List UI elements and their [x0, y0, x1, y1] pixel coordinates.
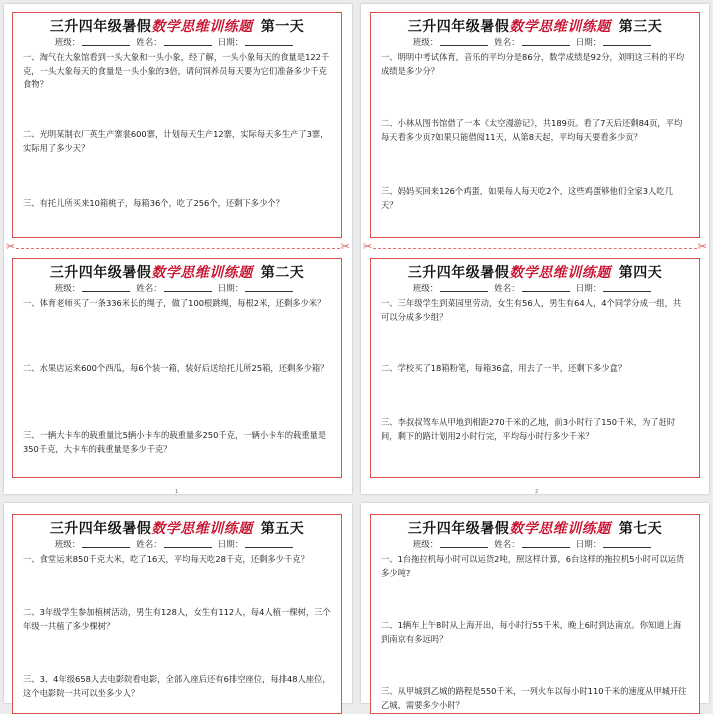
question-2: 二、光明某制衣厂英生产寨裳600寨，计划每天生产12寨，实际每天多生产了3寨，实际用了多少天？ [23, 129, 329, 153]
student-info-row: 班级： 姓名： 日期： [13, 282, 341, 294]
student-info-row: 班级： 姓名： 日期： [371, 538, 699, 550]
question-1: 一、1台拖拉机每小时可以运货2吨，照这样计算，6台这样的拖拉机5小时可以运货多少吨? [381, 554, 685, 578]
question-3: 三、从甲城到乙城的路程是550千米，一列火车以每小时110千米的速度从甲城开往乙城，需要多少小时？ [381, 686, 687, 710]
name-blank [522, 539, 570, 548]
class-blank [82, 539, 130, 548]
question-3: 三、李叔叔驾车从甲地到相距270千米的乙地，前3小时行了150千米，为了赶时间，剩下的路计划用2小时行完，平均每小时行多少千米？ [381, 417, 676, 441]
page-number: 1 [175, 489, 179, 495]
worksheet-title: 三升四年级暑假数学思维训练题 第二天 [49, 265, 305, 281]
question-2: 二、3年级学生参加植树活动，男生有128人，女生有112人，每4人植一棵树，三个年级一共植了多少棵树？ [23, 607, 331, 631]
question-2: 二、小林从图书馆借了一本《太空漫游记》，共189页。看了7天后还剩84页，平均每天看多少页?如果只能借阅11天，从第8天起，平均每天要看多少页？ [381, 118, 683, 142]
worksheet-day-7 [370, 514, 700, 714]
worksheet-day-3 [370, 12, 700, 238]
worksheet-title: 三升四年级暑假数学思维训练题 第七天 [407, 521, 663, 537]
worksheet-day-5 [12, 514, 342, 714]
date-blank [603, 539, 651, 548]
date-blank [603, 37, 651, 46]
worksheet-title: 三升四年级暑假数学思维训练题 第三天 [407, 19, 663, 35]
question-3: 三、妈妈买回来126个鸡蛋，如果每人每天吃2个，这些鸡蛋够他们全家3人吃几天？ [381, 186, 673, 210]
scissors-icon: ✂ [6, 240, 16, 253]
worksheet-day-1 [12, 12, 342, 238]
worksheet-day-4 [370, 258, 700, 478]
date-blank [245, 283, 293, 292]
question-2: 二、学校买了18箱粉笔，每箱36盒，用去了一半，还剩下多少盒？ [381, 363, 627, 373]
question-1: 一、食堂运来850千克大米，吃了16天，平均每天吃28千克，还剩多少千克？ [23, 554, 309, 564]
name-blank [164, 37, 212, 46]
question-2: 二、水果店运来600个西瓜，每6个装一箱，装好后送给托儿所25箱，还剩多少箱？ [23, 363, 329, 373]
question-1: 一、明明中考试体育，音乐的平均分是86分，数学成绩是92分，刘明这三科的平均成绩是多少分？ [381, 52, 685, 76]
scissors-icon: ✂ [697, 240, 707, 253]
question-2: 二、1辆车上午8时从上海开出，每小时行55千米，晚上6时到达南京。你知道上海到南京有多远吗？ [381, 620, 682, 644]
name-blank [164, 539, 212, 548]
question-3: 三、3、4年级658人去电影院看电影，全部入座后还有6排空座位，每排48人座位，这个电影院一共可以坐多少人？ [23, 674, 331, 698]
class-blank [440, 283, 488, 292]
question-1: 一、三年级学生到菜园里劳动，女生有56人，男生有64人，4个同学分成一组，共可以分成多少组？ [381, 298, 682, 322]
student-info-row: 班级： 姓名： 日期： [13, 538, 341, 550]
class-blank [82, 37, 130, 46]
worksheet-title: 三升四年级暑假数学思维训练题 第一天 [49, 19, 305, 35]
date-blank [245, 539, 293, 548]
student-info-row: 班级： 姓名： 日期： [371, 282, 699, 294]
class-blank [82, 283, 130, 292]
cut-line-left [4, 240, 352, 253]
name-blank [522, 283, 570, 292]
question-3: 三、有托儿所买来10箱桃子，每箱36个，吃了256个，还剩下多少个？ [23, 198, 284, 208]
question-1: 一、淘气在大象馆看到一头大象和一头小象，经了解，一头小象每天的食量是122千克，一头大象每天的食量是一头小象的3倍，请问饲养员每天要为它们准备多少千克食物？ [23, 52, 330, 89]
name-blank [522, 37, 570, 46]
date-blank [245, 37, 293, 46]
page-number: 2 [535, 489, 539, 495]
student-info-row: 班级： 姓名： 日期： [371, 36, 699, 48]
class-blank [440, 37, 488, 46]
scissors-icon: ✂ [363, 240, 373, 253]
class-blank [440, 539, 488, 548]
date-blank [603, 283, 651, 292]
worksheet-day-2 [12, 258, 342, 478]
scissors-icon: ✂ [340, 240, 350, 253]
worksheet-title: 三升四年级暑假数学思维训练题 第四天 [407, 265, 663, 281]
name-blank [164, 283, 212, 292]
cut-line-right [361, 240, 709, 253]
question-3: 三、一辆大卡车的载重量比5辆小卡车的载重量多250千克，一辆小卡车的载重量是350千克，大卡车的载重量是多少千克？ [23, 430, 327, 454]
student-info-row: 班级： 姓名： 日期： [13, 36, 341, 48]
question-1: 一、体育老师买了一条336米长的绳子，做了100根跳绳，每根2米，还剩多少米？ [23, 298, 326, 308]
worksheet-title: 三升四年级暑假数学思维训练题 第五天 [49, 521, 305, 537]
